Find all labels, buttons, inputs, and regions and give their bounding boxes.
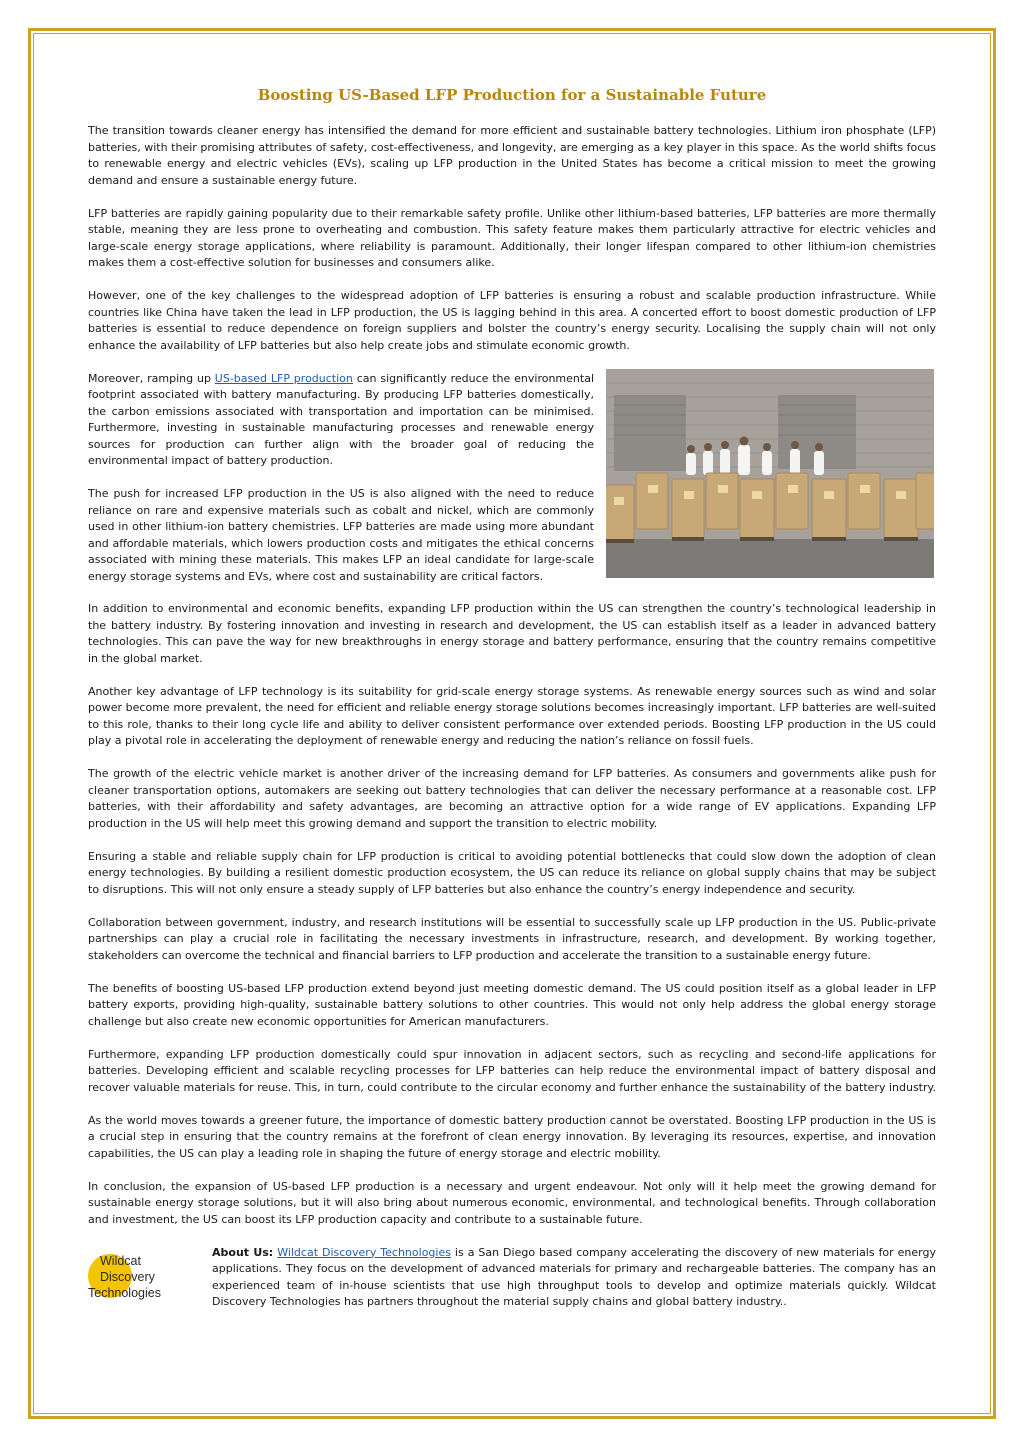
paragraph-2: LFP batteries are rapidly gaining popularity due to their remarkable safety profile. Unlike other lithium-based batteries, LFP batteries are more thermally stable, meaning they are less prone to overheating and combustion. This safety feature makes them particularly attractive for electric vehicles and large-scale energy storage applications, where reliability is paramount. Additionally, their longer lifespan compared to other lithium-ion chemistries makes them a cost-effective solution for businesses and consumers alike.: [88, 206, 936, 269]
wildcat-logo: [88, 1247, 198, 1307]
team-barrels-photo: [606, 369, 934, 578]
article: [88, 86, 936, 1315]
about-text: [212, 1245, 936, 1311]
about-label: About Us:: [212, 1245, 274, 1259]
paragraph-1: The transition towards cleaner energy has intensified the demand for more efficient and sustainable battery technologies. Lithium iron phosphate (LFP) batteries, with their promising attributes of safety, cost-effectiveness, and longevity, are emerging as a key player in this space. As the world shifts focus to renewable energy and electric vehicles (EVs), scaling up LFP production in the United States has become a critical mission to meet the growing demand and ensure a sustainable energy future.: [88, 124, 936, 187]
paragraph-6: In addition to environmental and economic benefits, expanding LFP production within the US can strengthen the country’s technological leadership in the battery industry. By fostering innovation and investing in research and development, the US can establish itself as a leader in advanced battery technologies. This can pave the way for new breakthroughs in energy storage and battery performance, ensuring that the country remains competitive in the global market.: [88, 602, 936, 665]
text-with-photo: [88, 371, 936, 585]
paragraph-10: Collaboration between government, industry, and research institutions will be essential to successfully scale up LFP production in the US. Public-private partnerships can play a crucial role in facilitating the necessary investments in infrastructure, research, and development. By working together, stakeholders can overcome the technical and financial barriers to LFP production and accelerate the transition to a sustainable energy future.: [88, 915, 936, 962]
us-lfp-production-link[interactable]: US-based LFP production: [214, 371, 353, 385]
logo-line-3: Technologies: [88, 1285, 161, 1300]
paragraph-3: However, one of the key challenges to the widespread adoption of LFP batteries is ensuring a robust and scalable production infrastructure. While countries like China have taken the lead in LFP production, the US is lagging behind in this area. A concerted effort to boost domestic production of LFP batteries is essential to reduce dependence on foreign suppliers and bolster the country’s energy security. Localising the supply chain will not only enhance the availability of LFP batteries but also help create jobs and stimulate economic growth.: [88, 289, 936, 352]
paragraph-4-lead: Moreover, ramping up: [88, 371, 215, 385]
logo-line-1: Wildcat: [100, 1253, 141, 1268]
logo-graphic: [88, 1247, 198, 1307]
paragraph-8: The growth of the electric vehicle market is another driver of the increasing demand for LFP batteries. As consumers and governments alike push for cleaner transportation options, automakers are seeking out battery technologies that can deliver the necessary performance at a reasonable cost. LFP batteries, with their affordability and safety advantages, are becoming an attractive option for a wide range of EV applications. Expanding LFP production in the US will help meet this growing demand and support the transition to electric mobility.: [88, 767, 936, 830]
paragraph-11: The benefits of boosting US-based LFP production extend beyond just meeting domestic demand. The US could position itself as a global leader in LFP battery exports, providing high-quality, sustainable battery solutions to other countries. This would not only help address the global energy storage challenge but also create new economic opportunities for American manufacturers.: [88, 981, 936, 1028]
wildcat-link[interactable]: Wildcat Discovery Technologies: [277, 1245, 451, 1259]
paragraph-12: Furthermore, expanding LFP production domestically could spur innovation in adjacent sectors, such as recycling and second-life applications for batteries. Developing efficient and scalable recycling processes for LFP batteries can help reduce the environmental impact of battery disposal and recover valuable materials for reuse. This, in turn, could contribute to the circular economy and further enhance the sustainability of the battery industry.: [88, 1047, 936, 1094]
paragraph-9: Ensuring a stable and reliable supply chain for LFP production is critical to avoiding potential bottlenecks that could slow down the adoption of clean energy technologies. By building a resilient domestic production ecosystem, the US can reduce its reliance on global supply chains that may be subject to disruptions. This will not only ensure a steady supply of LFP batteries but also enhance the country’s energy independence and security.: [88, 849, 936, 896]
about-section: [88, 1245, 936, 1315]
paragraph-4: [88, 371, 594, 470]
article-title: Boosting US-Based LFP Production for a Sustainable Future: [257, 86, 767, 104]
about-paragraph: [212, 1245, 936, 1311]
split-text-column: [88, 371, 594, 602]
paragraph-4-rest: can significantly reduce the environmental footprint associated with battery manufacturing. By producing LFP batteries domestically, the carbon emissions associated with transportation and importation can be minimised. Furthermore, investing in sustainable manufacturing processes and renewable energy sources for production can further align with the broader goal of reducing the environmental impact of battery production.: [88, 371, 594, 467]
paragraph-13: As the world moves towards a greener future, the importance of domestic battery production cannot be overstated. Boosting LFP production in the US is a crucial step in ensuring that the country remains at the forefront of clean energy innovation. By leveraging its resources, expertise, and innovation capabilities, the US can play a leading role in shaping the future of energy storage and electric mobility.: [88, 1113, 936, 1160]
about-body: is a San Diego based company accelerating the discovery of new materials for energy applications. They focus on the development of advanced materials for primary and rechargeable batteries. The company has an experienced team of in-house scientists that use high throughput tools to develop and optimize materials quickly. Wildcat Discovery Technologies has partners throughout the material supply chains and global battery industry..: [212, 1245, 936, 1308]
paragraph-7: Another key advantage of LFP technology is its suitability for grid-scale energy storage systems. As renewable energy sources such as wind and solar power become more prevalent, the need for efficient and reliable energy storage solutions becomes increasingly important. LFP batteries are well-suited to this role, thanks to their long cycle life and ability to deliver consistent performance over extended periods. Boosting LFP production in the US could play a pivotal role in accelerating the deployment of renewable energy and reducing the nation’s reliance on fossil fuels.: [88, 684, 936, 747]
paragraph-14: In conclusion, the expansion of US-based LFP production is a necessary and urgent endeavour. Not only will it help meet the growing demand for sustainable energy storage solutions, but it will also bring about numerous economic, environmental, and technological benefits. Through collaboration and investment, the US can boost its LFP production capacity and contribute to a sustainable future.: [88, 1179, 936, 1226]
photo-illustration: [606, 369, 934, 578]
paragraph-5: The push for increased LFP production in the US is also aligned with the need to reduce reliance on rare and expensive materials such as cobalt and nickel, which are commonly used in other lithium-ion battery chemistries. LFP batteries are made using more abundant and affordable materials, which lowers production costs and mitigates the ethical concerns associated with mining these materials. This makes LFP an ideal candidate for large-scale energy storage systems and EVs, where cost and sustainability are critical factors.: [88, 487, 594, 583]
logo-line-2: Discovery: [100, 1269, 155, 1284]
